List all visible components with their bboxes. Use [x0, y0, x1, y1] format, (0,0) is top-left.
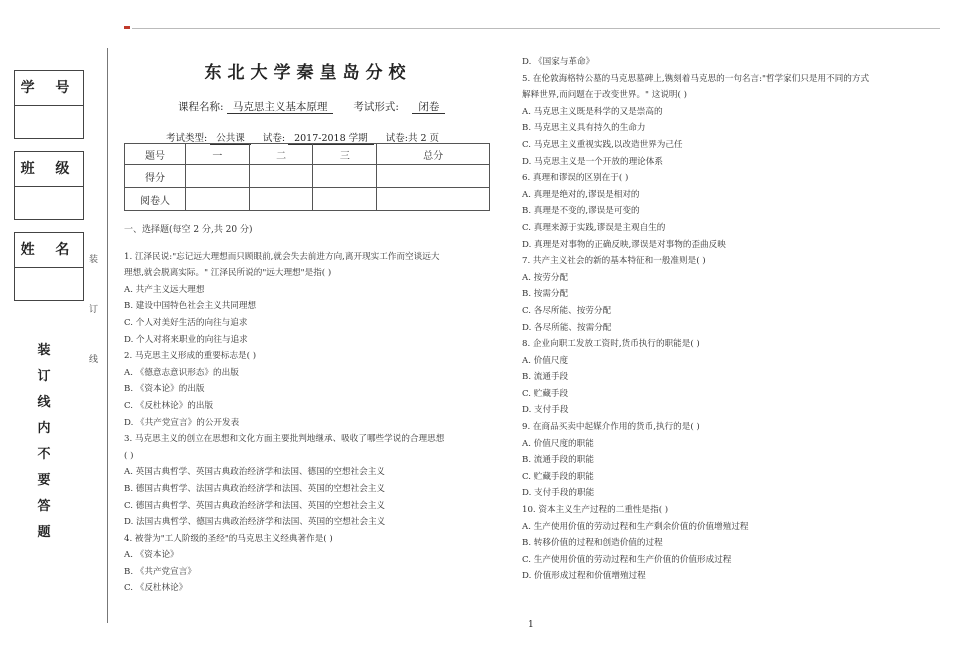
questions-right-column — [522, 54, 942, 585]
question-line: C. 个人对美好生活的向往与追求 — [124, 317, 248, 328]
question-line: D. 个人对将来职业的向往与追求 — [124, 334, 248, 345]
warning-char: 内 — [37, 421, 51, 436]
exam-type-label: 考试类型: — [166, 133, 208, 144]
class-box — [14, 151, 84, 220]
student-id-field[interactable] — [15, 106, 83, 138]
question-line: A. 价值尺度的职能 — [522, 438, 594, 449]
question-line: A. 生产使用价值的劳动过程和生产剩余价值的价值增殖过程 — [522, 521, 749, 532]
question-line: A. 共产主义远大理想 — [124, 284, 205, 295]
question-line: D. 支付手段的职能 — [522, 488, 595, 499]
binding-char: 线 — [89, 355, 99, 365]
question-line: B. 流通手段 — [522, 372, 569, 383]
name-field[interactable] — [15, 268, 83, 300]
question-line: B. 《共产党宣言》 — [124, 566, 196, 577]
question-line: A. 价值尺度 — [522, 355, 569, 366]
score-header-cell: 二 — [249, 144, 313, 165]
warning-char: 订 — [37, 369, 51, 384]
question-line: B. 真理是不变的,谬误是可变的 — [522, 206, 640, 217]
score-cell[interactable] — [377, 165, 490, 188]
question-line: B. 《资本论》的出版 — [124, 384, 205, 395]
question-line: C. 马克思主义重视实践,以改造世界为己任 — [522, 139, 683, 150]
question-line: B. 转移价值的过程和创造价值的过程 — [522, 538, 663, 549]
question-line: C. 《反杜林论》 — [124, 583, 188, 594]
right-question-lines — [522, 54, 942, 585]
grader-row — [125, 188, 490, 211]
binding-line — [107, 48, 108, 623]
course-label: 课程名称: — [178, 101, 224, 113]
question-line: A. 马克思主义既是科学的又是崇高的 — [522, 106, 663, 117]
warning-char: 线 — [37, 395, 51, 410]
name-label: 姓 名 — [15, 233, 83, 268]
score-table — [124, 143, 490, 211]
exam-form-label: 考试形式: — [353, 101, 399, 113]
question-line: 3. 马克思主义的创立在思想和文化方面主要批判地继承、吸收了哪些学说的合理思想 — [124, 434, 445, 445]
question-line: 理想,就会脱离实际。" 江泽民所说的"远大理想"是指( ) — [124, 268, 332, 279]
question-line: B. 马克思主义具有持久的生命力 — [522, 123, 646, 134]
warning-char: 题 — [37, 525, 51, 540]
question-line: 7. 共产主义社会的新的基本特征和一般准则是( ) — [522, 256, 706, 267]
left-question-lines — [124, 249, 494, 597]
question-line: D. 马克思主义是一个开放的理论体系 — [522, 156, 663, 167]
student-id-label: 学 号 — [15, 71, 83, 106]
question-line: A. 《德意志意识形态》的出版 — [124, 367, 239, 378]
question-line: 1. 江泽民说:"忘记远大理想而只顾眼前,就会失去前进方向,离开现实工作而空谈远大 — [124, 251, 440, 262]
section-title: 一、选择题(每空 2 分,共 20 分) — [124, 225, 253, 235]
question-line: A. 按劳分配 — [522, 272, 569, 283]
binding-char: 装 — [89, 255, 99, 265]
question-line: A. 《资本论》 — [124, 550, 179, 561]
question-line: B. 流通手段的职能 — [522, 455, 594, 466]
top-rule — [132, 28, 940, 29]
class-field[interactable] — [15, 187, 83, 219]
class-label: 班 级 — [15, 152, 83, 187]
question-line: 解释世界,而问题在于改变世界。" 这说明( ) — [522, 90, 687, 101]
question-line: D. 各尽所能、按需分配 — [522, 322, 612, 333]
question-line: 8. 企业向职工发放工资时,货币执行的职能是( ) — [522, 339, 700, 350]
school-title: 东北大学秦皇岛分校 — [204, 63, 412, 83]
question-line: 9. 在商品买卖中起媒介作用的货币,执行的是( ) — [522, 422, 700, 433]
question-line: D. 支付手段 — [522, 405, 569, 416]
question-line: ( ) — [124, 450, 134, 461]
question-line: C. 生产使用价值的劳动过程和生产价值的价值形成过程 — [522, 554, 732, 565]
question-line: C. 《反杜林论》的出版 — [124, 400, 214, 411]
grader-cell[interactable] — [249, 188, 313, 211]
question-line: C. 德国古典哲学、英国古典政治经济学和法国、英国的空想社会主义 — [124, 500, 385, 511]
exam-type: 公共课 — [210, 133, 251, 145]
score-header-cell: 总分 — [377, 144, 490, 165]
warning-char: 装 — [37, 343, 51, 358]
question-line: C. 真理来源于实践,谬误是主观自生的 — [522, 222, 666, 233]
warning-char: 答 — [37, 499, 51, 514]
exam-info — [166, 130, 439, 144]
top-mark — [124, 26, 130, 29]
score-row — [125, 165, 490, 188]
question-line: D. 《国家与革命》 — [522, 57, 595, 67]
binding-warning — [34, 338, 54, 546]
score-cell[interactable] — [313, 165, 377, 188]
score-cell[interactable] — [186, 165, 250, 188]
grader-cell[interactable] — [186, 188, 250, 211]
score-header-row — [125, 144, 490, 165]
page-number: 1 — [528, 620, 534, 630]
score-header-cell: 一 — [186, 144, 250, 165]
score-row-label: 得分 — [125, 165, 186, 188]
question-line: A. 真理是绝对的,谬误是相对的 — [522, 189, 640, 200]
grader-cell[interactable] — [313, 188, 377, 211]
question-line: D. 法国古典哲学、德国古典政治经济学和法国、英国的空想社会主义 — [124, 517, 386, 528]
question-line: C. 各尽所能、按劳分配 — [522, 305, 612, 316]
question-line: 5. 在伦敦海格特公墓的马克思墓碑上,镌刻着马克思的一句名言:"哲学家们只是用不同的方式 — [522, 73, 870, 84]
question-line: C. 贮藏手段的职能 — [522, 471, 594, 482]
term: 2017-2018 学期 — [288, 133, 374, 145]
question-line: 10. 资本主义生产过程的二重性是指( ) — [522, 505, 669, 516]
question-line: C. 贮藏手段 — [522, 388, 569, 399]
question-line: B. 德国古典哲学、法国古典政治经济学和法国、英国的空想社会主义 — [124, 483, 385, 494]
question-line: A. 英国古典哲学、英国古典政治经济学和法国、德国的空想社会主义 — [124, 467, 385, 478]
question-line: D. 价值形成过程和价值增殖过程 — [522, 571, 646, 582]
student-id-box — [14, 70, 84, 139]
score-header-cell: 三 — [313, 144, 377, 165]
name-box — [14, 232, 84, 301]
question-line: B. 按需分配 — [522, 289, 569, 300]
grader-row-label: 阅卷人 — [125, 188, 186, 211]
question-line: D. 真理是对事物的正确反映,谬误是对事物的歪曲反映 — [522, 239, 726, 250]
course-name: 马克思主义基本原理 — [227, 101, 334, 114]
question-line: D. 《共产党宣言》的公开发表 — [124, 417, 240, 428]
score-header-cell: 题号 — [125, 144, 186, 165]
questions-left-column — [124, 222, 494, 597]
score-cell[interactable] — [249, 165, 313, 188]
pages-label: 试卷:共 2 页 — [385, 133, 440, 144]
question-line: B. 建设中国特色社会主义共同理想 — [124, 301, 257, 312]
question-line: 2. 马克思主义形成的重要标志是( ) — [124, 351, 257, 362]
warning-char: 要 — [37, 473, 51, 488]
volume-label: 试卷: — [262, 133, 286, 144]
question-line: 4. 被誉为"工人阶级的圣经"的马克思主义经典著作是( ) — [124, 533, 333, 544]
binding-char: 订 — [89, 305, 99, 315]
course-info — [178, 99, 445, 114]
exam-form: 闭卷 — [412, 101, 445, 114]
question-line: 6. 真理和谬误的区别在于( ) — [522, 173, 629, 184]
warning-char: 不 — [37, 447, 51, 462]
grader-cell[interactable] — [377, 188, 490, 211]
